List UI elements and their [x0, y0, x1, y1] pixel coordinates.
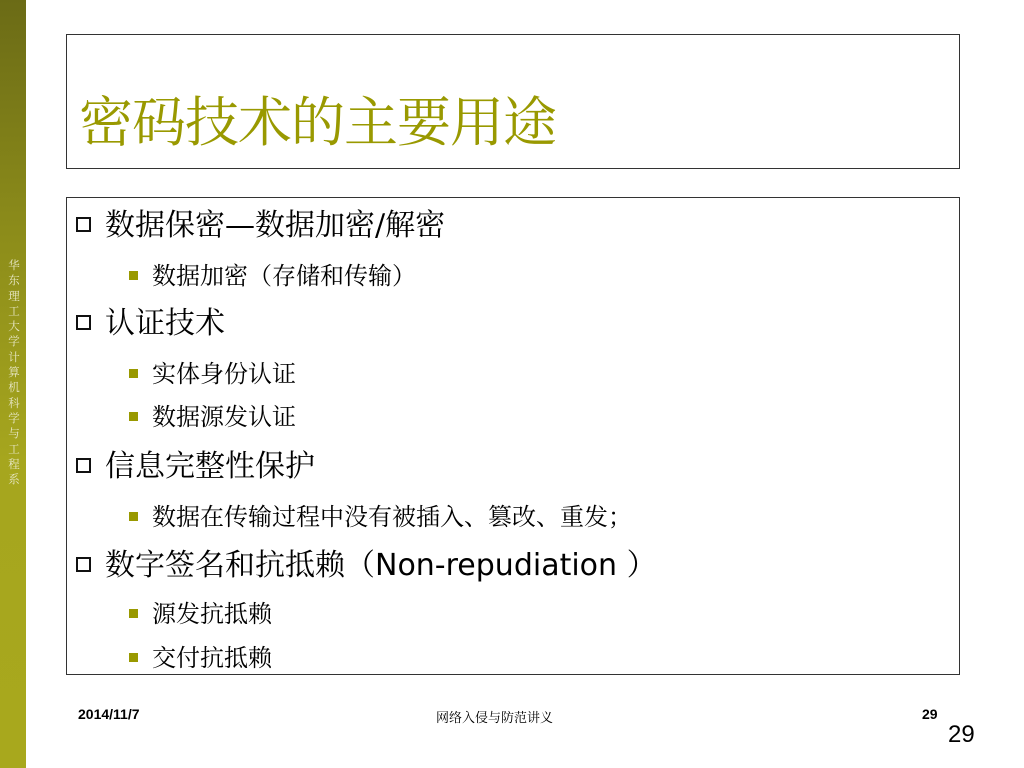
sidebar-department-label: 华东理工大学计算机科学与工程系 [8, 258, 20, 487]
bullet-text: 认证技术 [105, 306, 225, 341]
sub-bullet-item [129, 501, 632, 533]
sidebar [0, 0, 26, 768]
bullet-text: 数据保密—数据加密/解密 [105, 208, 446, 243]
filled-square-bullet-icon [129, 412, 138, 421]
sub-bullet-item [129, 642, 272, 674]
footer-date: 2014/11/7 [78, 706, 140, 722]
bullet-text-cn: 数字签名和抗抵赖（ [105, 548, 375, 583]
bullet-text-end: ） [617, 548, 657, 583]
bullet-text-latin: Non-repudiation [375, 548, 618, 583]
sub-bullet-text: 交付抗抵赖 [152, 644, 272, 672]
filled-square-bullet-icon [129, 369, 138, 378]
sub-bullet-text: 数据在传输过程中没有被插入、篡改、重发； [152, 503, 632, 531]
slide-title: 密码技术的主要用途 [79, 91, 556, 154]
sub-bullet-text: 数据加密（存储和传输） [152, 262, 416, 290]
filled-square-bullet-icon [129, 653, 138, 662]
content-box [66, 197, 960, 675]
footer-course-title: 网络入侵与防范讲义 [436, 711, 554, 726]
hollow-square-bullet-icon [76, 458, 91, 473]
page-number: 29 [948, 721, 975, 748]
bullet-item [76, 447, 315, 487]
hollow-square-bullet-icon [76, 315, 91, 330]
filled-square-bullet-icon [129, 271, 138, 280]
sub-bullet-text: 实体身份认证 [152, 360, 296, 388]
footer-slide-number: 29 [922, 706, 938, 722]
bullet-item [76, 206, 445, 246]
bullet-item [76, 546, 657, 586]
sub-bullet-item [129, 260, 416, 292]
bullet-item [76, 304, 225, 344]
sub-bullet-text: 源发抗抵赖 [152, 600, 272, 628]
sub-bullet-item [129, 598, 272, 630]
sub-bullet-text: 数据源发认证 [152, 403, 296, 431]
sub-bullet-item [129, 401, 296, 433]
bullet-text: 信息完整性保护 [105, 449, 315, 484]
filled-square-bullet-icon [129, 512, 138, 521]
title-box [66, 34, 960, 169]
sub-bullet-item [129, 358, 296, 390]
hollow-square-bullet-icon [76, 557, 91, 572]
filled-square-bullet-icon [129, 609, 138, 618]
hollow-square-bullet-icon [76, 217, 91, 232]
